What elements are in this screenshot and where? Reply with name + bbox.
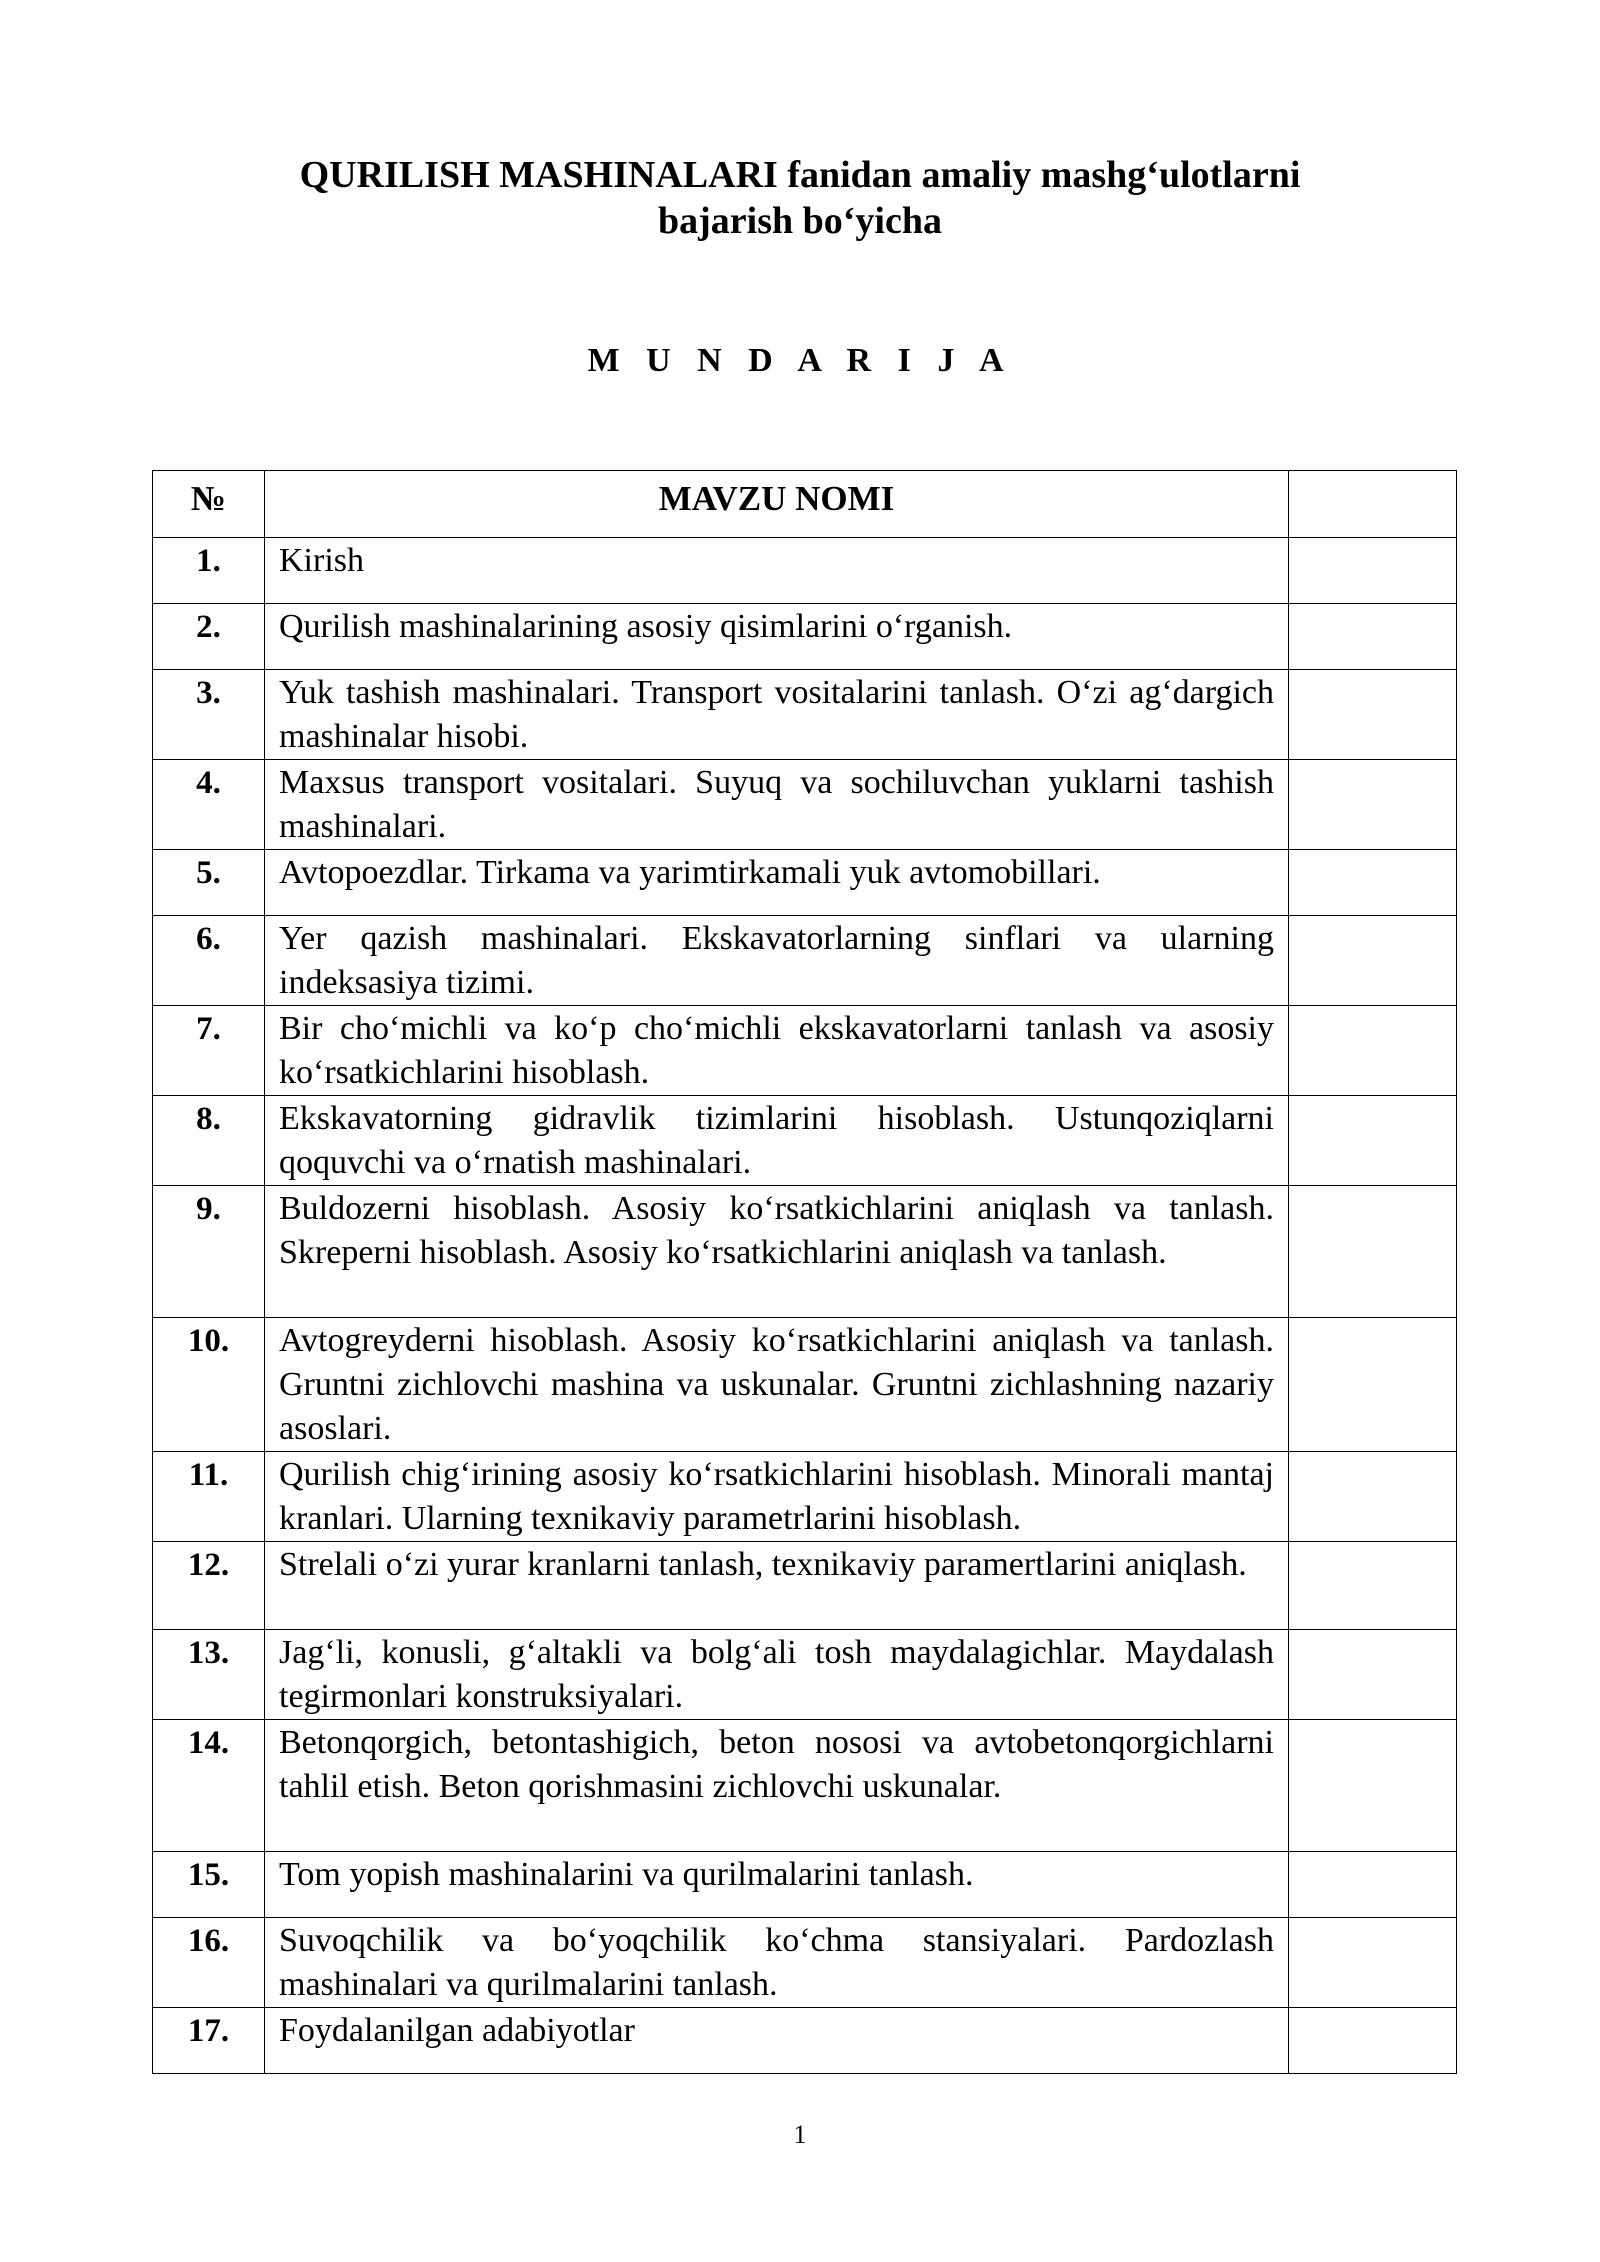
table-row: [153, 1542, 1457, 1630]
row-page: [1289, 1918, 1457, 2008]
row-number: 2.: [153, 604, 265, 670]
row-title: Strelali o‘zi yurar kranlarni tanlash, texnikaviy paramertlarini aniqlash.: [265, 1542, 1289, 1630]
row-page: [1289, 1006, 1457, 1096]
row-title: Avtogreyderni hisoblash. Asosiy ko‘rsatkichlarini aniqlash va tanlash. Gruntni zichlovchi mashina va uskunalar. Gruntni zichlashning nazariy asoslari.: [265, 1318, 1289, 1452]
title-line-1: QURILISH MASHINALARI fanidan amaliy mashg‘ulotlarni: [299, 154, 1301, 196]
row-number: 15.: [153, 1852, 265, 1918]
row-number: 5.: [153, 850, 265, 916]
header-number: №: [153, 471, 265, 538]
contents-heading: M U N D A R I J A: [587, 342, 1013, 379]
table-row: [153, 604, 1457, 670]
table-header-row: [153, 471, 1457, 538]
table-row: [153, 1918, 1457, 2008]
row-title: Qurilish chig‘irining asosiy ko‘rsatkichlarini hisoblash. Minorali mantaj kranlari. Ularning texnikaviy parametrlarini hisoblash.: [265, 1452, 1289, 1542]
row-number: 9.: [153, 1186, 265, 1318]
row-title: Suvoqchilik va bo‘yoqchilik ko‘chma stansiyalari. Pardozlash mashinalari va qurilmalarini tanlash.: [265, 1918, 1289, 2008]
row-title: Maxsus transport vositalari. Suyuq va sochiluvchan yuklarni tashish mashinalari.: [265, 760, 1289, 850]
row-page: [1289, 1630, 1457, 1720]
row-number: 10.: [153, 1318, 265, 1452]
row-title: Kirish: [265, 538, 1289, 604]
row-page: [1289, 670, 1457, 760]
row-page: [1289, 604, 1457, 670]
row-title: Yuk tashish mashinalari. Transport vositalarini tanlash. O‘zi ag‘dargich mashinalar hisobi.: [265, 670, 1289, 760]
row-number: 6.: [153, 916, 265, 1006]
row-number: 13.: [153, 1630, 265, 1720]
row-page: [1289, 1452, 1457, 1542]
row-page: [1289, 1542, 1457, 1630]
document-title: [0, 152, 1600, 244]
row-number: 16.: [153, 1918, 265, 2008]
row-page: [1289, 2008, 1457, 2074]
row-page: [1289, 1318, 1457, 1452]
title-line-2: bajarish bo‘yicha: [658, 200, 942, 242]
row-title: Avtopoezdlar. Tirkama va yarimtirkamali yuk avtomobillari.: [265, 850, 1289, 916]
contents-table: [152, 470, 1457, 2074]
table-row: [153, 1318, 1457, 1452]
row-title: Foydalanilgan adabiyotlar: [265, 2008, 1289, 2074]
header-page: [1289, 471, 1457, 538]
table-row: [153, 670, 1457, 760]
table-row: [153, 916, 1457, 1006]
table-row: [153, 538, 1457, 604]
row-title: Ekskavatorning gidravlik tizimlarini hisoblash. Ustunqoziqlarni qoquvchi va o‘rnatish mashinalari.: [265, 1096, 1289, 1186]
table-row: [153, 1452, 1457, 1542]
row-number: 14.: [153, 1720, 265, 1852]
row-page: [1289, 1186, 1457, 1318]
row-page: [1289, 760, 1457, 850]
page-number: 1: [793, 2120, 807, 2149]
row-number: 8.: [153, 1096, 265, 1186]
row-number: 17.: [153, 2008, 265, 2074]
row-title: Bir cho‘michli va ko‘p cho‘michli ekskavatorlarni tanlash va asosiy ko‘rsatkichlarini hisoblash.: [265, 1006, 1289, 1096]
table-row: [153, 2008, 1457, 2074]
row-number: 12.: [153, 1542, 265, 1630]
row-page: [1289, 538, 1457, 604]
row-page: [1289, 916, 1457, 1006]
row-page: [1289, 1720, 1457, 1852]
row-page: [1289, 1852, 1457, 1918]
table-row: [153, 1630, 1457, 1720]
row-number: 4.: [153, 760, 265, 850]
row-page: [1289, 1096, 1457, 1186]
row-title: Buldozerni hisoblash. Asosiy ko‘rsatkichlarini aniqlash va tanlash. Skreperni hisoblash. Asosiy ko‘rsatkichlarini aniqlash va tanlash.: [265, 1186, 1289, 1318]
row-number: 11.: [153, 1452, 265, 1542]
table-row: [153, 1006, 1457, 1096]
row-page: [1289, 850, 1457, 916]
table-row: [153, 1186, 1457, 1318]
row-title: Tom yopish mashinalarini va qurilmalarini tanlash.: [265, 1852, 1289, 1918]
row-title: Betonqorgich, betontashigich, beton nososi va avtobetonqorgichlarni tahlil etish. Beton qorishmasini zichlovchi uskunalar.: [265, 1720, 1289, 1852]
row-title: Jag‘li, konusli, g‘altakli va bolg‘ali tosh maydalagichlar. Maydalash tegirmonlari konstruksiyalari.: [265, 1630, 1289, 1720]
table-row: [153, 1096, 1457, 1186]
row-number: 7.: [153, 1006, 265, 1096]
header-topic-name: MAVZU NOMI: [265, 471, 1289, 538]
row-title: Yer qazish mashinalari. Ekskavatorlarning sinflari va ularning indeksasiya tizimi.: [265, 916, 1289, 1006]
table-row: [153, 1852, 1457, 1918]
table-row: [153, 760, 1457, 850]
row-number: 3.: [153, 670, 265, 760]
row-title: Qurilish mashinalarining asosiy qisimlarini o‘rganish.: [265, 604, 1289, 670]
row-number: 1.: [153, 538, 265, 604]
table-row: [153, 1720, 1457, 1852]
table-row: [153, 850, 1457, 916]
